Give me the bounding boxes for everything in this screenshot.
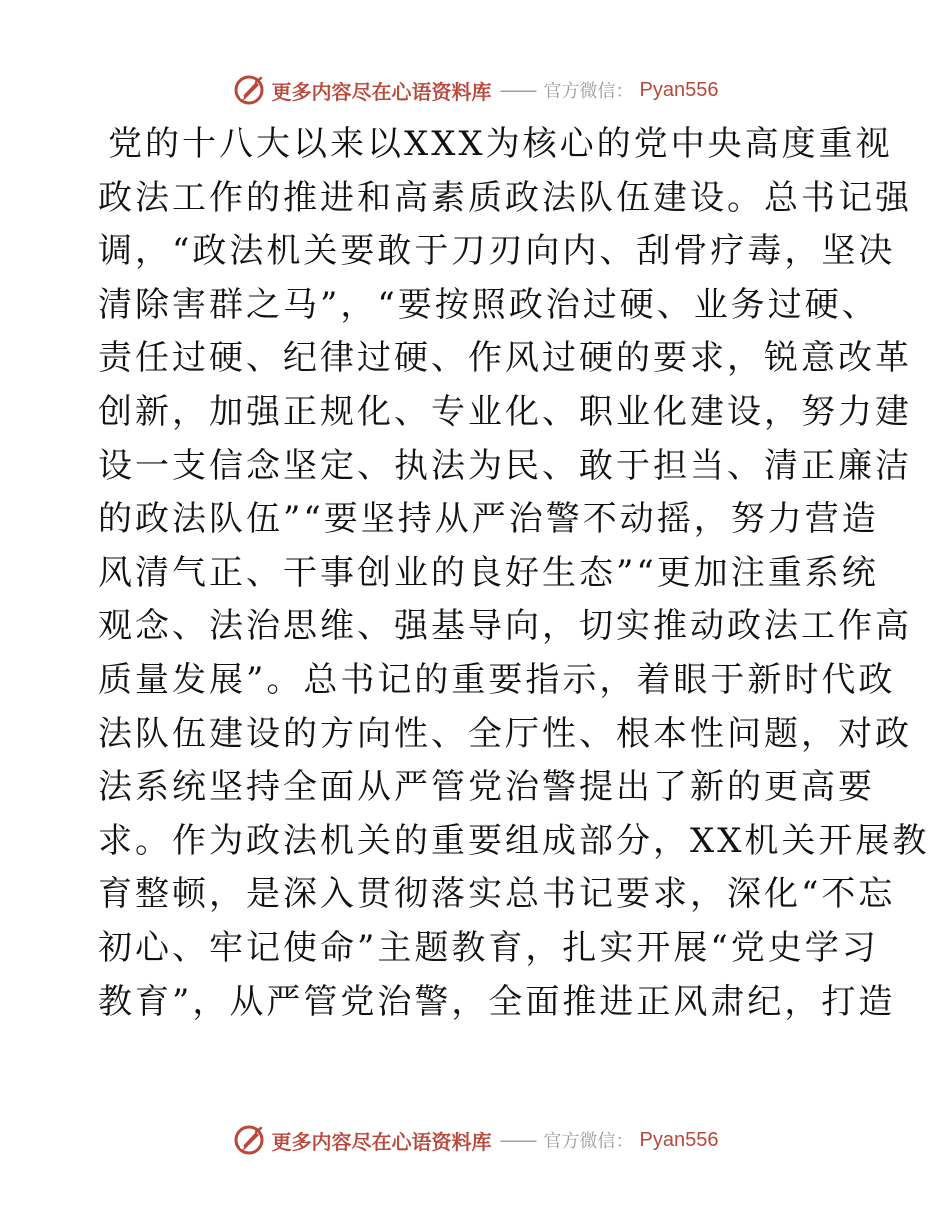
text-line: 政法工作的推进和高素质政法队伍建设。总书记强 — [98, 177, 912, 218]
document-body — [98, 118, 930, 1029]
watermark-wechat-id: Pyan556 — [639, 78, 719, 101]
text-line: 创新，加强正规化、专业化、职业化建设，努力建 — [98, 391, 912, 432]
text-line: 法系统坚持全面从严管党治警提出了新的更高要 — [98, 767, 875, 808]
quill-seal-icon — [232, 73, 266, 107]
text-line: 法队伍建设的方向性、全厅性、根本性问题，对政 — [98, 713, 912, 754]
text-line: 质量发展”。总书记的重要指示，着眼于新时代政 — [98, 659, 896, 700]
text-line: 育整顿，是深入贯彻落实总书记要求，深化“不忘 — [98, 874, 896, 915]
text-line: 的政法队伍”“要坚持从严治警不动摇，努力营造 — [98, 499, 879, 540]
watermark-wechat-label: 官方微信： — [543, 1131, 634, 1152]
watermark-text: 更多内容尽在心语资料库 — [271, 79, 492, 104]
text-line: 求。作为政法机关的重要组成部分，XX机关开展教 — [98, 820, 930, 861]
text-line: 党的十八大以来以XXX为核心的党中央高度重视 — [108, 124, 893, 164]
text-line: 设一支信念坚定、执法为民、敢于担当、清正廉洁 — [98, 445, 912, 486]
watermark-wechat-id: Pyan556 — [639, 1128, 719, 1151]
watermark-text: 更多内容尽在心语资料库 — [271, 1129, 492, 1154]
text-line: 观念、法治思维、强基导向，切实推动政法工作高 — [98, 606, 912, 647]
text-line: 初心、牢记使命”主题教育，扎实开展“党史学习 — [98, 927, 879, 968]
watermark-wechat-label: 官方微信： — [543, 81, 634, 102]
text-line: 教育”，从严管党治警，全面推进正风肃纪，打造 — [98, 981, 896, 1022]
header-watermark — [0, 70, 950, 110]
text-line: 责任过硬、纪律过硬、作风过硬的要求，锐意改革 — [98, 338, 912, 379]
text-line: 清除害群之马”，“要按照政治过硬、业务过硬、 — [98, 284, 879, 325]
text-line: 风清气正、干事创业的良好生态”“更加注重系统 — [98, 552, 879, 593]
watermark-dash: —— — [499, 1128, 536, 1152]
quill-seal-icon — [232, 1123, 266, 1157]
watermark-dash: —— — [499, 78, 536, 102]
text-line: 调，“政法机关要敢于刀刃向内、刮骨疗毒，坚决 — [98, 231, 896, 272]
footer-watermark — [0, 1120, 950, 1160]
